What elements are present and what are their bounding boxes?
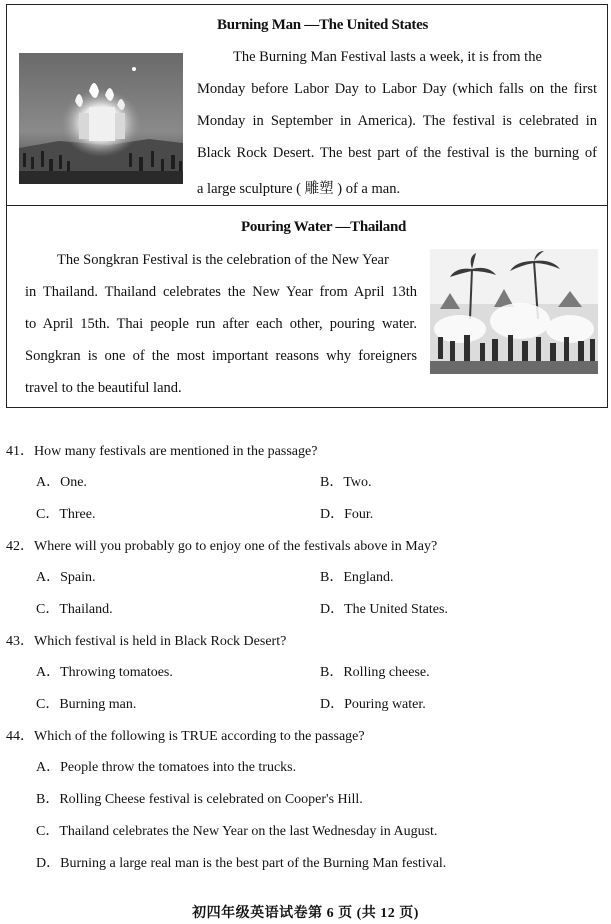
text-line: to April 15th. Thai people run after each other, pouring water. <box>25 316 417 332</box>
question-text: 42．Where will you probably go to enjoy one of the festivals above in May? <box>6 539 438 554</box>
passage-title: Burning Man —The United States <box>217 17 429 33</box>
option-c: C．Thailand. <box>36 602 113 617</box>
question-text: 43．Which festival is held in Black Rock Desert? <box>6 634 287 649</box>
option-b: B．Rolling cheese. <box>320 665 430 680</box>
text-line: Songkran is one of the most important reasons why foreigners <box>25 348 417 364</box>
page-footer: 初四年级英语试卷第 6 页 (共 12 页) <box>192 906 419 921</box>
option-d: D．Pouring water. <box>320 697 426 712</box>
text-line: Monday in September in America). The festival is celebrated in <box>197 113 597 129</box>
option-b: B．Two. <box>320 475 372 490</box>
option-c: C．Three. <box>36 507 96 522</box>
option-c: C．Thailand celebrates the New Year on the last Wednesday in August. <box>36 824 438 839</box>
option-a: A．Throwing tomatoes. <box>36 665 173 680</box>
text-line: Monday before Labor Day to Labor Day (which falls on the first <box>197 81 597 97</box>
option-b: B．England. <box>320 570 394 585</box>
passage-burning-man-box <box>6 4 608 206</box>
option-d: D．Burning a large real man is the best part of the Burning Man festival. <box>36 856 447 871</box>
text-line: The Songkran Festival is the celebration of the New Year <box>57 252 389 268</box>
option-a: A．Spain. <box>36 570 96 585</box>
question-text: 41．How many festivals are mentioned in the passage? <box>6 444 318 459</box>
option-a: A．People throw the tomatoes into the trucks. <box>36 760 297 775</box>
option-b: B．Rolling Cheese festival is celebrated on Cooper's Hill. <box>36 792 363 807</box>
burning-man-photo <box>19 53 183 184</box>
question-text: 44．Which of the following is TRUE according to the passage? <box>6 729 365 744</box>
text-line: in Thailand. Thailand celebrates the New Year from April 13th <box>25 284 417 300</box>
text-line: travel to the beautiful land. <box>25 380 182 396</box>
text-line: The Burning Man Festival lasts a week, it is from the <box>233 49 542 65</box>
option-c: C．Burning man. <box>36 697 137 712</box>
text-line: a large sculpture ( 雕塑 ) of a man. <box>197 181 401 197</box>
option-d: D．The United States. <box>320 602 448 617</box>
songkran-photo <box>430 249 598 374</box>
passage-pouring-water-box <box>6 205 608 408</box>
option-d: D．Four. <box>320 507 374 522</box>
text-line: Black Rock Desert. The best part of the festival is the burning of <box>197 145 597 161</box>
passage-title: Pouring Water —Thailand <box>241 219 407 235</box>
option-a: A．One. <box>36 475 87 490</box>
